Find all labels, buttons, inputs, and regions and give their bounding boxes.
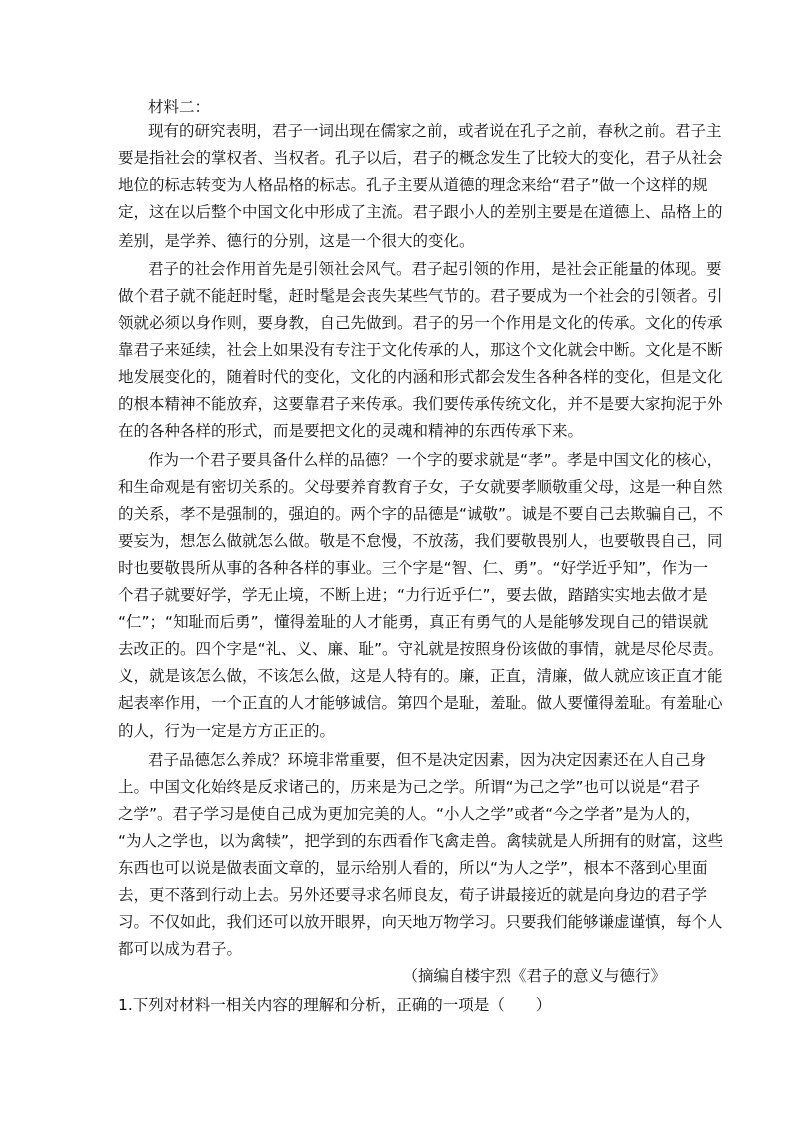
paragraph-4-line-5: 东西也可以说是做表面文章的，显示给别人看的，所以“为人之学”，根本不落到心里面 [118, 859, 708, 877]
paragraph-4-line-7: 习。不仅如此，我们还可以放开眼界，向天地万物学习。只要我们能够谦虚谨慎，每个人 [118, 913, 723, 931]
paragraph-3-line-7: “仁”；“知耻而后勇”，懂得羞耻的人才能勇，真正有勇气的人是能够发现自己的错误就 [118, 613, 709, 631]
paragraph-4-line-8: 都可以成为君子。 [118, 940, 243, 958]
paragraph-2-line-1: 君子的社会作用首先是引领社会风气。君子起引领的作用，是社会正能量的体现。要 [148, 260, 722, 278]
paragraph-2-line-3: 领就必须以身作则，要身教，自己先做到。君子的另一个作用是文化的传承。文化的传承 [118, 314, 723, 332]
paragraph-2-line-6: 的根本精神不能放弃，这要靠君子来传承。我们要传承传统文化，并不是要大家拘泥于外 [118, 395, 723, 413]
paragraph-2-line-2: 做个君子就不能赶时髦，赶时髦是会丧失某些气节的。君子要成为一个社会的引领者。引 [118, 287, 723, 305]
paragraph-3-line-2: 和生命观是有密切关系的。父母要养育教育子女，子女就要孝顺敬重父母，这是一种自然 [118, 478, 723, 496]
paragraph-1-line-1: 现有的研究表明，君子一词出现在儒家之前，或者说在孔子之前，春秋之前。君子主 [148, 122, 722, 140]
paragraph-1-line-3: 地位的标志转变为人格品格的标志。孔子主要从道德的理念来给“君子”做一个这样的规 [118, 176, 708, 194]
paragraph-1-line-4: 定，这在以后整个中国文化中形成了主流。君子跟小人的差别主要是在道德上、品格上的 [118, 203, 723, 221]
paragraph-3-line-11: 的人，行为一定是方方正正的。 [118, 722, 336, 740]
paragraph-2-line-4: 靠君子来延续，社会上如果没有专注于文化传承的人，那这个文化就会中断。文化是不断 [118, 341, 723, 359]
paragraph-3-line-6: 个君子就要好学，学无止境，不断上进；“力行近乎仁”，要去做，踏踏实实地去做才是 [118, 586, 708, 604]
paragraph-3-line-10: 起表率作用，一个正直的人才能够诚信。第四个是耻，羞耻。做人要懂得羞耻。有羞耻心 [118, 694, 723, 712]
paragraph-4-line-4: “为人之学也，以为禽犊”，把学到的东西看作飞禽走兽。禽犊就是人所拥有的财富，这些 [118, 832, 724, 850]
paragraph-3-line-9: 义，就是该怎么做，不该怎么做，这是人特有的。廉，正直，清廉，做人就应该正直才能 [118, 667, 723, 685]
paragraph-2-line-5: 地发展变化的，随着时代的变化，文化的内涵和形式都会发生各种各样的变化，但是文化 [118, 368, 723, 386]
paragraph-4-line-3: 之学”。君子学习是使自己成为更加完美的人。“小人之学”或者“今之学者”是为人的， [118, 805, 701, 823]
paragraph-3-line-1: 作为一个君子要具备什么样的品德？一个字的要求就是“孝”。孝是中国文化的核心， [148, 451, 723, 469]
paragraph-3-line-3: 的关系，孝不是强制的，强迫的。两个字的品德是“诚敬”。诚是不要自己去欺骗自己，不 [118, 505, 724, 523]
paragraph-1-line-2: 要是指社会的掌权者、当权者。孔子以后，君子的概念发生了比较大的变化，君子从社会 [118, 149, 723, 167]
paragraph-4-line-6: 去，更不落到行动上去。另外还要寻求名师良友，荀子讲最接近的就是向身边的君子学 [118, 886, 708, 904]
paragraph-3-line-8: 去改正的。四个字是“礼、义、廉、耻”。守礼就是按照身份该做的事情，就是尽伦尽责。 [118, 640, 724, 658]
paragraph-1-line-5: 差别，是学养、德行的分别，这是一个很大的变化。 [118, 232, 475, 250]
source-citation: （摘编自楼宇烈《君子的意义与德行》 [402, 967, 666, 985]
paragraph-2-line-7: 在的各种各样的形式，而是要把文化的灵魂和精神的东西传承下来。 [118, 422, 584, 440]
paragraph-4-line-2: 上。中国文化始终是反求诸己的，历来是为己之学。所谓“为己之学”也可以说是“君子 [118, 778, 701, 796]
section-heading: 材料二： [148, 98, 211, 116]
paragraph-3-line-4: 要妄为，想怎么做就怎么做。敬是不怠慢，不放荡，我们要敬畏别人，也要敬畏自己，同 [118, 532, 723, 550]
question-1: 1.下列对材料一相关内容的理解和分析，正确的一项是（ ） [118, 996, 552, 1014]
paragraph-3-line-5: 时也要敬畏所从事的各种各样的事业。三个字是“智、仁、勇”。“好学近乎知”，作为一 [118, 559, 709, 577]
paragraph-4-line-1: 君子品德怎么养成？环境非常重要，但不是决定因素，因为决定因素还在人自己身 [148, 751, 707, 769]
